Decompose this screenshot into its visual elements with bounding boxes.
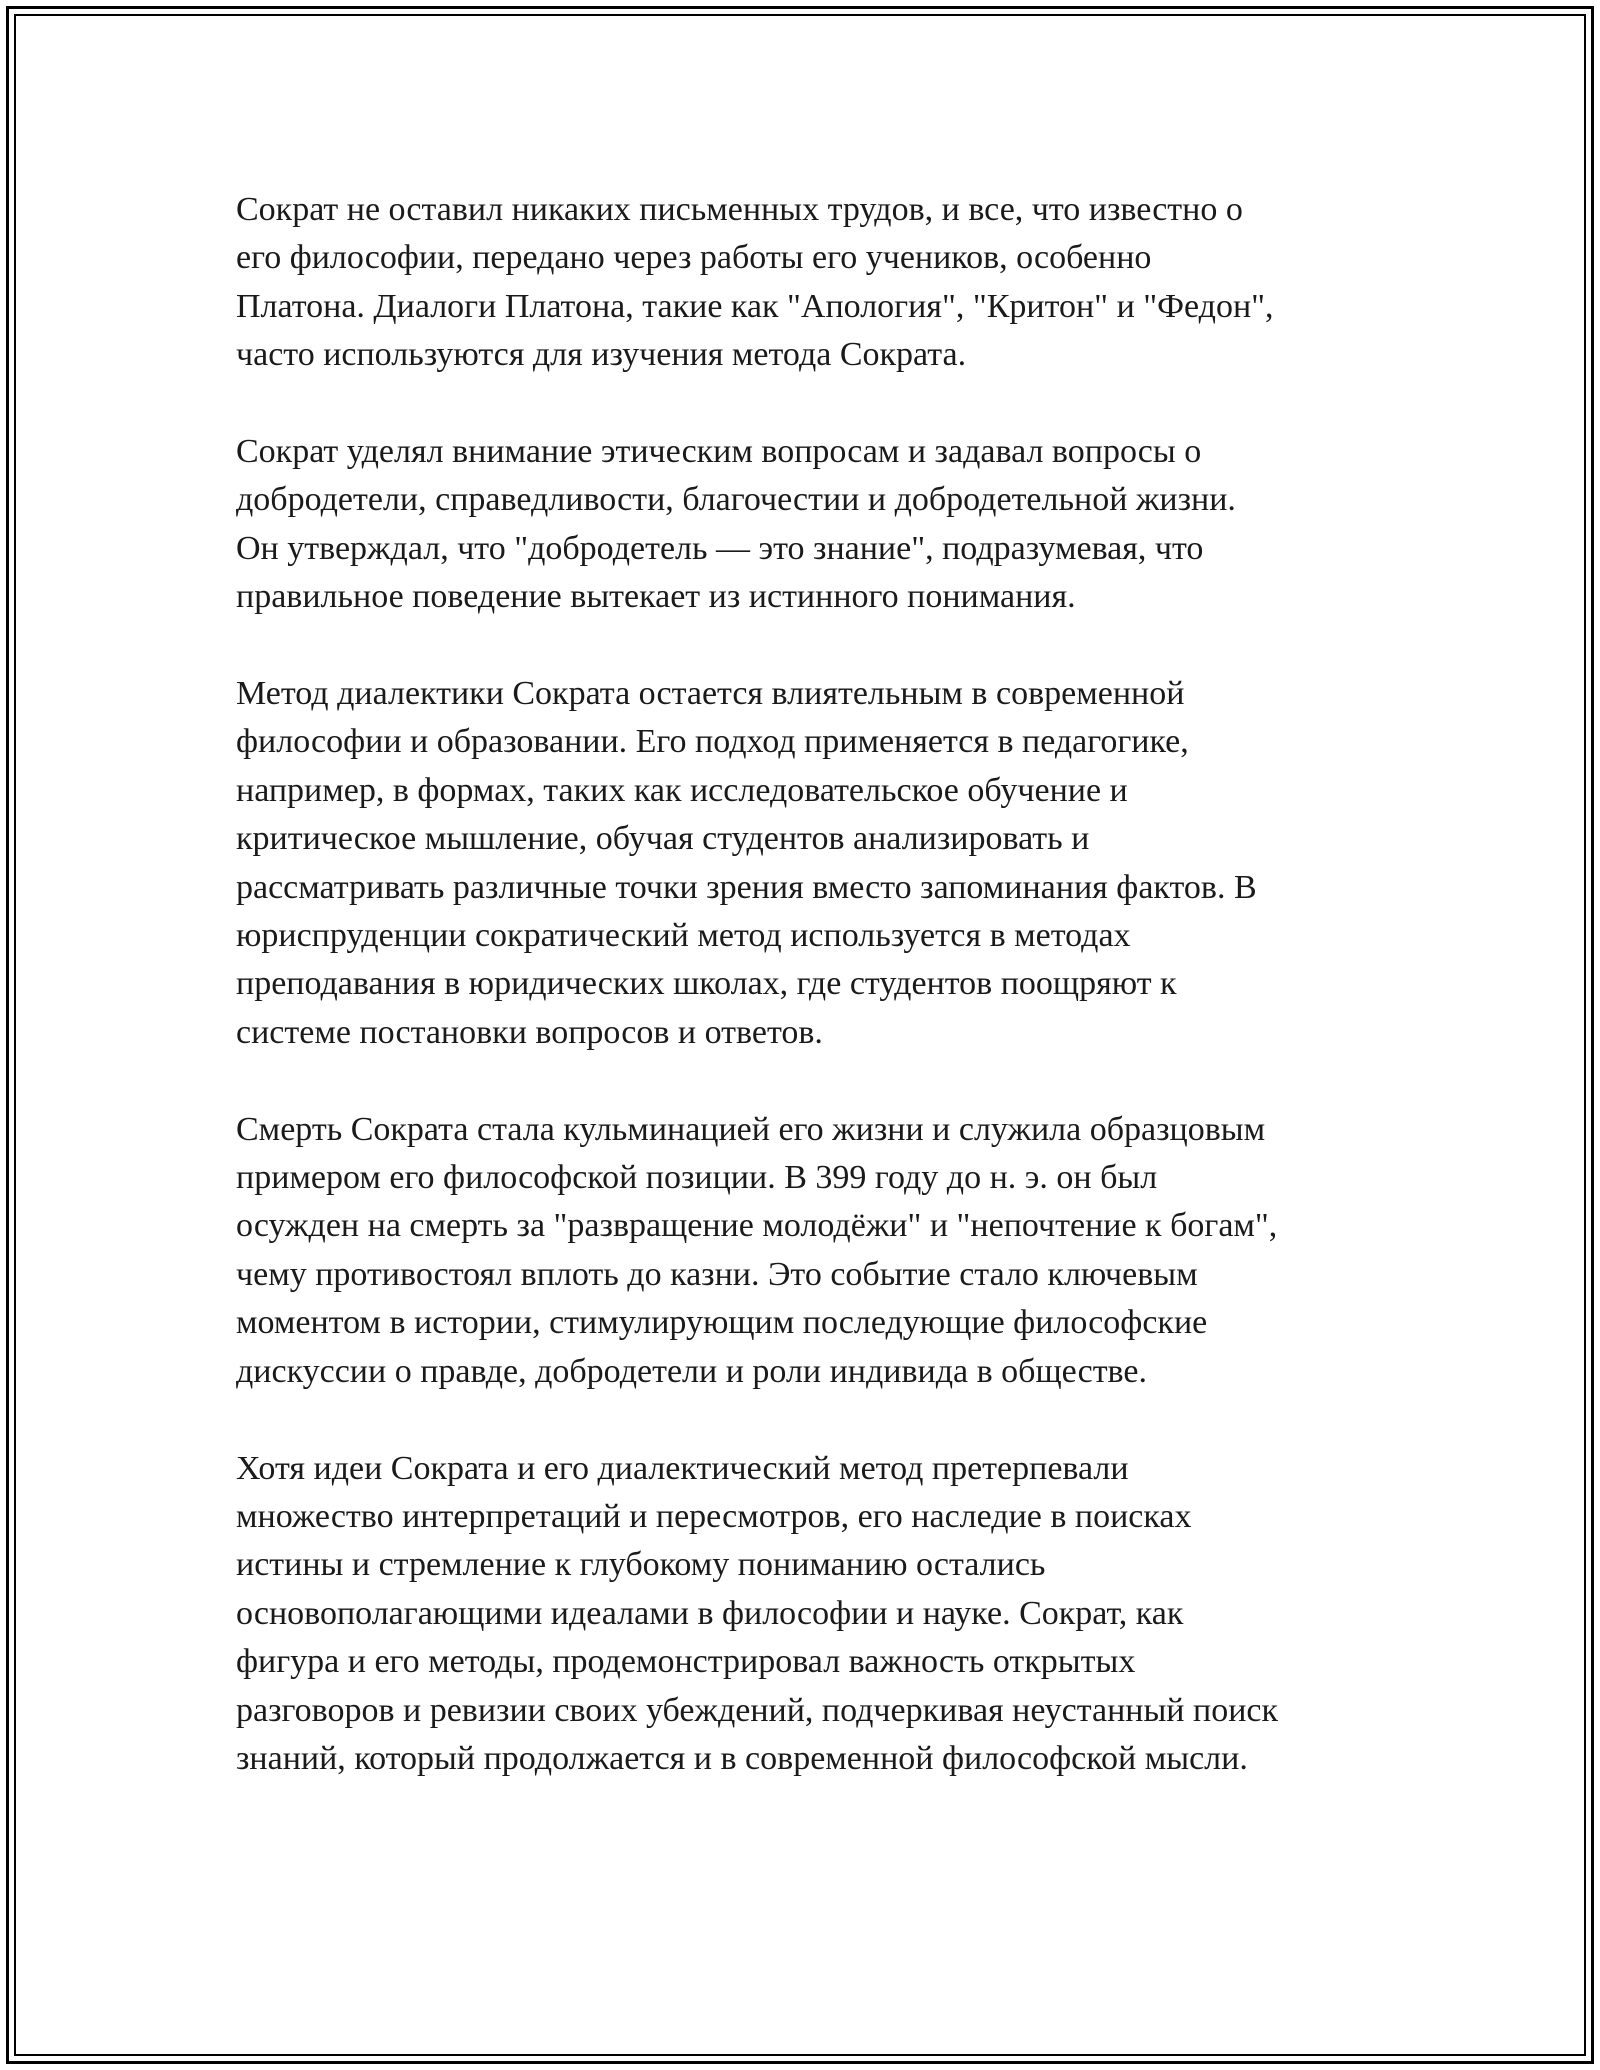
paragraph-3 <box>236 670 1376 1057</box>
paragraph-line: системе постановки вопросов и ответов. <box>236 1013 823 1051</box>
paragraph-line: юриспруденции сократический метод используется в методах <box>236 917 1131 955</box>
paragraph-line: добродетели, справедливости, благочестии и добродетельной жизни. <box>236 481 1236 519</box>
paragraph-line: знаний, который продолжается и в современной философской мысли. <box>236 1739 1248 1777</box>
paragraph-line: критическое мышление, обучая студентов анализировать и <box>236 820 1090 858</box>
paragraph-1 <box>236 186 1376 380</box>
paragraph-line: философии и образовании. Его подход применяется в педагогике, <box>236 723 1189 761</box>
paragraph-line: Сократ уделял внимание этическим вопросам и задавал вопросы о <box>236 433 1202 471</box>
paragraph-line: его философии, передано через работы его учеников, особенно <box>236 239 1152 277</box>
paragraph-4 <box>236 1106 1376 1396</box>
paragraph-line: Смерть Сократа стала кульминацией его жизни и служила образцовым <box>236 1110 1266 1148</box>
paragraph-line: Сократ не оставил никаких письменных трудов, и все, что известно о <box>236 191 1243 228</box>
paragraph-line: моментом в истории, стимулирующим последующие философские <box>236 1304 1208 1342</box>
paragraph-line: например, в формах, таких как исследовательское обучение и <box>236 771 1128 809</box>
paragraph-line: истины и стремление к глубокому пониманию остались <box>236 1546 1046 1584</box>
paragraph-2 <box>236 428 1376 622</box>
paragraph-line: осужден на смерть за "развращение молодёжи" и "непочтение к богам", <box>236 1207 1278 1245</box>
paragraph-line: часто используются для изучения метода Сократа. <box>236 336 967 374</box>
paragraph-line: Он утверждал, что "добродетель — это знание", подразумевая, что <box>236 529 1204 567</box>
document-body <box>236 186 1376 1783</box>
paragraph-line: Хотя идеи Сократа и его диалектический метод претерпевали <box>236 1449 1129 1487</box>
paragraph-line: правильное поведение вытекает из истинного понимания. <box>236 578 1076 616</box>
paragraph-line: разговоров и ревизии своих убеждений, подчеркивая неустанный поиск <box>236 1691 1278 1729</box>
paragraph-line: примером его философской позиции. В 399 году до н. э. он был <box>236 1159 1158 1197</box>
paragraph-line: основополагающими идеалами в философии и науке. Сократ, как <box>236 1594 1184 1632</box>
paragraph-line: дискуссии о правде, добродетели и роли индивида в обществе. <box>236 1352 1147 1390</box>
paragraph-line: преподавания в юридических школах, где студентов поощряют к <box>236 965 1177 1003</box>
paragraph-line: рассматривать различные точки зрения вместо запоминания фактов. В <box>236 868 1257 906</box>
paragraph-line: множество интерпретаций и пересмотров, его наследие в поисках <box>236 1497 1192 1535</box>
paragraph-line: Метод диалектики Сократа остается влиятельным в современной <box>236 675 1185 713</box>
paragraph-5 <box>236 1445 1376 1784</box>
paragraph-line: фигура и его методы, продемонстрировал важность открытых <box>236 1643 1136 1681</box>
paragraph-line: чему противостоял вплоть до казни. Это событие стало ключевым <box>236 1255 1198 1293</box>
paragraph-line: Платона. Диалоги Платона, такие как "Апология", "Критон" и "Федон", <box>236 287 1274 325</box>
